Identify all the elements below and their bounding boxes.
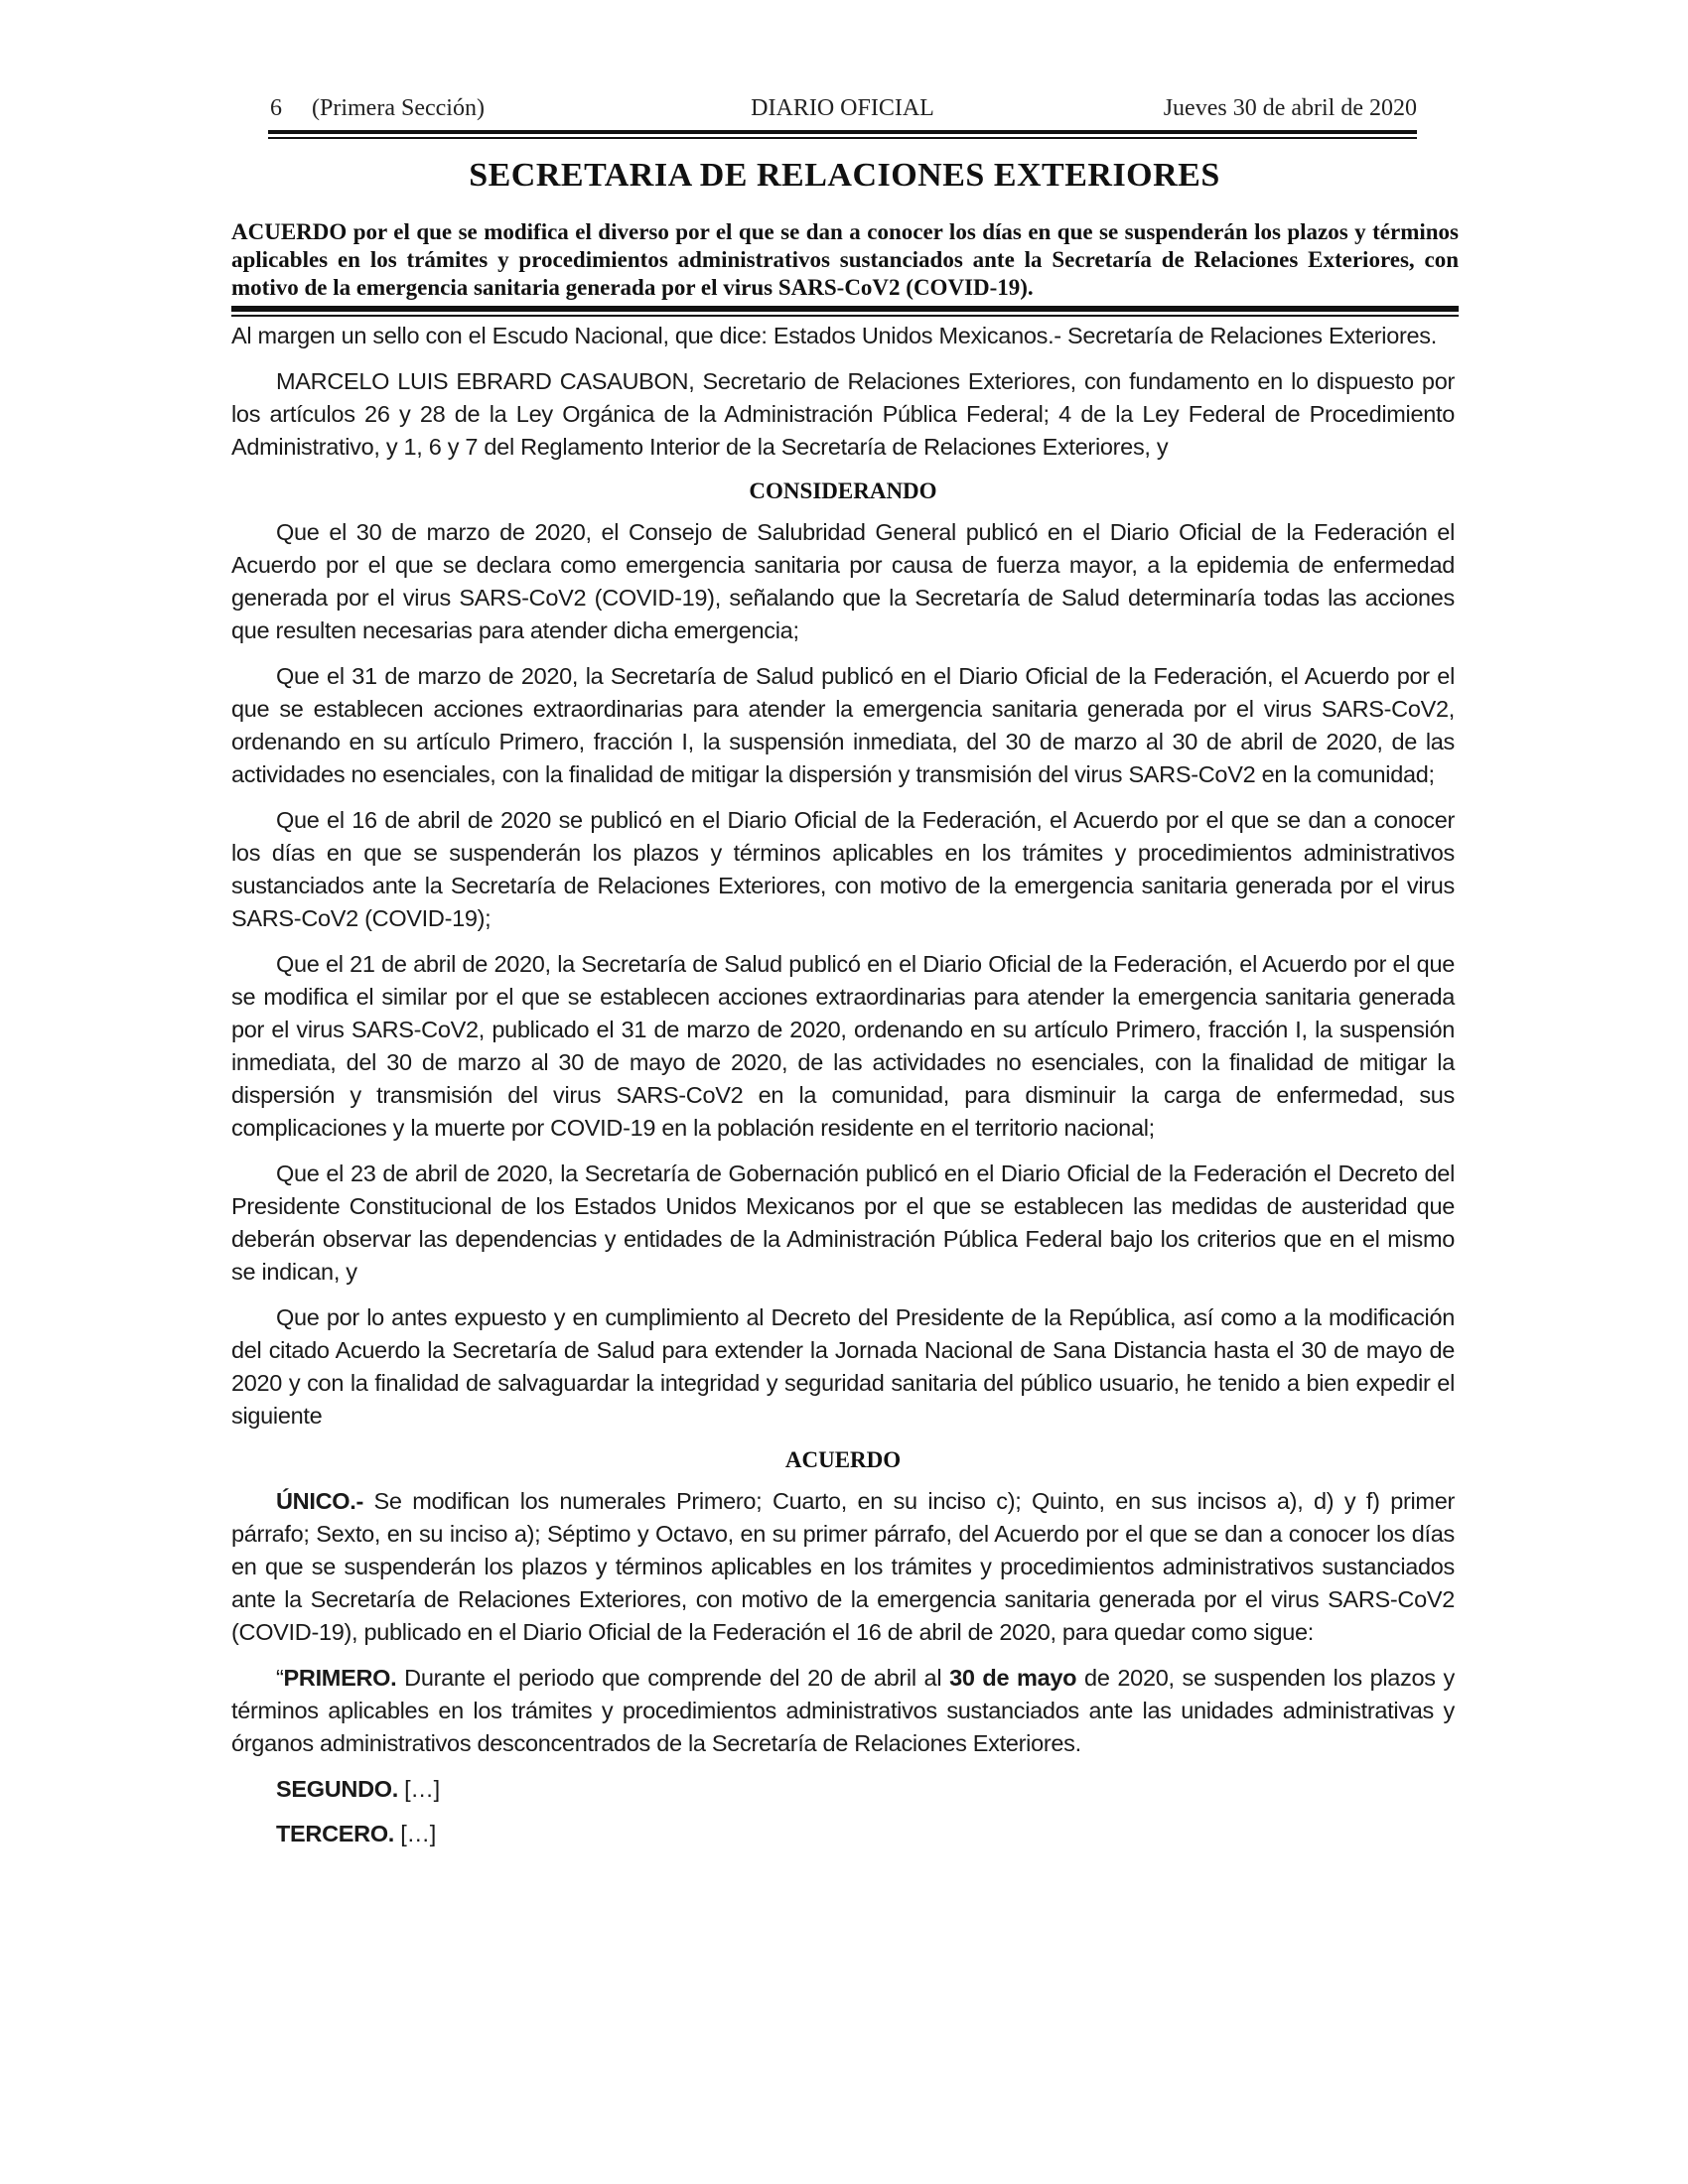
segundo-label: SEGUNDO. <box>276 1776 398 1802</box>
considerando-heading: CONSIDERANDO <box>749 478 937 503</box>
considerando-paragraph: Que el 30 de marzo de 2020, el Consejo de Salubridad General publicó en el Diario Oficial de la Federación el Acuerdo por el que se declara como emergencia sanitaria por causa de fuerza mayor, a la epidemia de enfermedad generada por el virus SARS-CoV2 (COVID-19), señalando que la Secretaría de Salud determinaría todas las acciones que resulten necesarias para atender dicha emergencia; <box>231 519 1455 643</box>
document-body <box>231 320 1455 1862</box>
abstract-rule-thin <box>231 315 1459 317</box>
section-label: (Primera Sección) <box>312 95 485 121</box>
running-header <box>268 95 1417 129</box>
primero-label: PRIMERO. <box>283 1665 397 1691</box>
seal-note: Al margen un sello con el Escudo Nacional, que dice: Estados Unidos Mexicanos.- Secretaría de Relaciones Exteriores. <box>231 323 1437 348</box>
publication-date: Jueves 30 de abril de 2020 <box>1163 95 1417 121</box>
primero-bold-date: 30 de mayo <box>949 1665 1077 1691</box>
tercero-text: […] <box>394 1821 436 1846</box>
unico-label: ÚNICO.- <box>276 1488 363 1514</box>
considerando-paragraph: Que por lo antes expuesto y en cumplimiento al Decreto del Presidente de la República, así como a la modificación del citado Acuerdo la Secretaría de Salud para extender la Jornada Nacional de Sana Distancia hasta el 30 de mayo de 2020 y con la finalidad de salvaguardar la integridad y seguridad sanitaria del público usuario, he tenido a bien expedir el siguiente <box>231 1304 1455 1429</box>
primero-article <box>231 1662 1455 1760</box>
header-rule-thin <box>268 137 1417 139</box>
unico-article <box>231 1485 1455 1649</box>
document-abstract: ACUERDO por el que se modifica el diverso por el que se dan a conocer los días en que se suspenderán los plazos y términos aplicables en los trámites y procedimientos administrativos sustanciados ante la Secretaría de Relaciones Exteriores, con motivo de la emergencia sanitaria generada por el virus SARS-CoV2 (COVID-19). <box>231 219 1459 300</box>
page-number: 6 <box>270 95 282 121</box>
primero-text-after: de 2020, se suspenden los plazos y términos aplicables en los trámites y procedimientos administrativos sustanciados ante las unidades administrativas y órganos administrativos desconcentrados de la Secretaría de Relaciones Exteriores. <box>231 1665 1455 1756</box>
considerando-paragraph: Que el 21 de abril de 2020, la Secretaría de Salud publicó en el Diario Oficial de la Federación, el Acuerdo por el que se modifica el similar por el que se establecen acciones extraordinarias para atender la emergencia sanitaria generada por el virus SARS-CoV2, publicado el 31 de marzo de 2020, ordenando en su artículo Primero, fracción I, la suspensión inmediata, del 30 de marzo al 30 de mayo de 2020, de las actividades no esenciales, con la finalidad de mitigar la dispersión y transmisión del virus SARS-CoV2 en la comunidad, para disminuir la carga de enfermedad, sus complicaciones y la muerte por COVID-19 en la población residente en el territorio nacional; <box>231 951 1455 1141</box>
tercero-label: TERCERO. <box>276 1821 395 1846</box>
abstract-rule <box>231 306 1459 312</box>
segundo-text: […] <box>397 1776 440 1802</box>
unico-text: Se modifican los numerales Primero; Cuarto, en su inciso c); Quinto, en sus incisos a), d) y f) primer párrafo; Sexto, en su inciso a); Séptimo y Octavo, en su primer párrafo, del Acuerdo por el que se dan a conocer los días en que se suspenderán los plazos y términos aplicables en los trámites y procedimientos administrativos sustanciados ante la Secretaría de Relaciones Exteriores, con motivo de la emergencia sanitaria generada por el virus SARS-CoV2 (COVID-19), publicado en el Diario Oficial de la Federación el 16 de abril de 2020, para quedar como sigue: <box>231 1488 1455 1645</box>
tercero-article <box>231 1818 1455 1850</box>
segundo-article <box>231 1773 1455 1806</box>
considerando-paragraph: Que el 16 de abril de 2020 se publicó en el Diario Oficial de la Federación, el Acuerdo por el que se dan a conocer los días en que se suspenderán los plazos y términos aplicables en los trámites y procedimientos administrativos sustanciados ante la Secretaría de Relaciones Exteriores, con motivo de la emergencia sanitaria generada por el virus SARS-CoV2 (COVID-19); <box>231 807 1455 931</box>
header-rule <box>268 130 1417 134</box>
acuerdo-heading: ACUERDO <box>784 1447 902 1472</box>
preamble-paragraph: MARCELO LUIS EBRARD CASAUBON, Secretario de Relaciones Exteriores, con fundamento en lo dispuesto por los artículos 26 y 28 de la Ley Orgánica de la Administración Pública Federal; 4 de la Ley Federal de Procedimiento Administrativo, y 1, 6 y 7 del Reglamento Interior de la Secretaría de Relaciones Exteriores, y <box>231 368 1455 460</box>
primero-text-before: Durante el periodo que comprende del 20 de abril al <box>396 1665 950 1691</box>
considerando-paragraph: Que el 31 de marzo de 2020, la Secretaría de Salud publicó en el Diario Oficial de la Federación, el Acuerdo por el que se establecen acciones extraordinarias para atender la emergencia sanitaria generada por el virus SARS-CoV2, ordenando en su artículo Primero, fracción I, la suspensión inmediata, del 30 de marzo al 30 de abril de 2020, de las actividades no esenciales, con la finalidad de mitigar la dispersión y transmisión del virus SARS-CoV2 en la comunidad; <box>231 663 1455 787</box>
open-quote: “ <box>276 1665 284 1691</box>
considerando-paragraph: Que el 23 de abril de 2020, la Secretaría de Gobernación publicó en el Diario Oficial de la Federación el Decreto del Presidente Constitucional de los Estados Unidos Mexicanos por el que se establecen las medidas de austeridad que deberán observar las dependencias y entidades de la Administración Pública Federal bajo los criterios que en el mismo se indican, y <box>231 1160 1455 1285</box>
section-title: SECRETARIA DE RELACIONES EXTERIORES <box>469 157 1220 194</box>
publication-name: DIARIO OFICIAL <box>751 95 934 121</box>
